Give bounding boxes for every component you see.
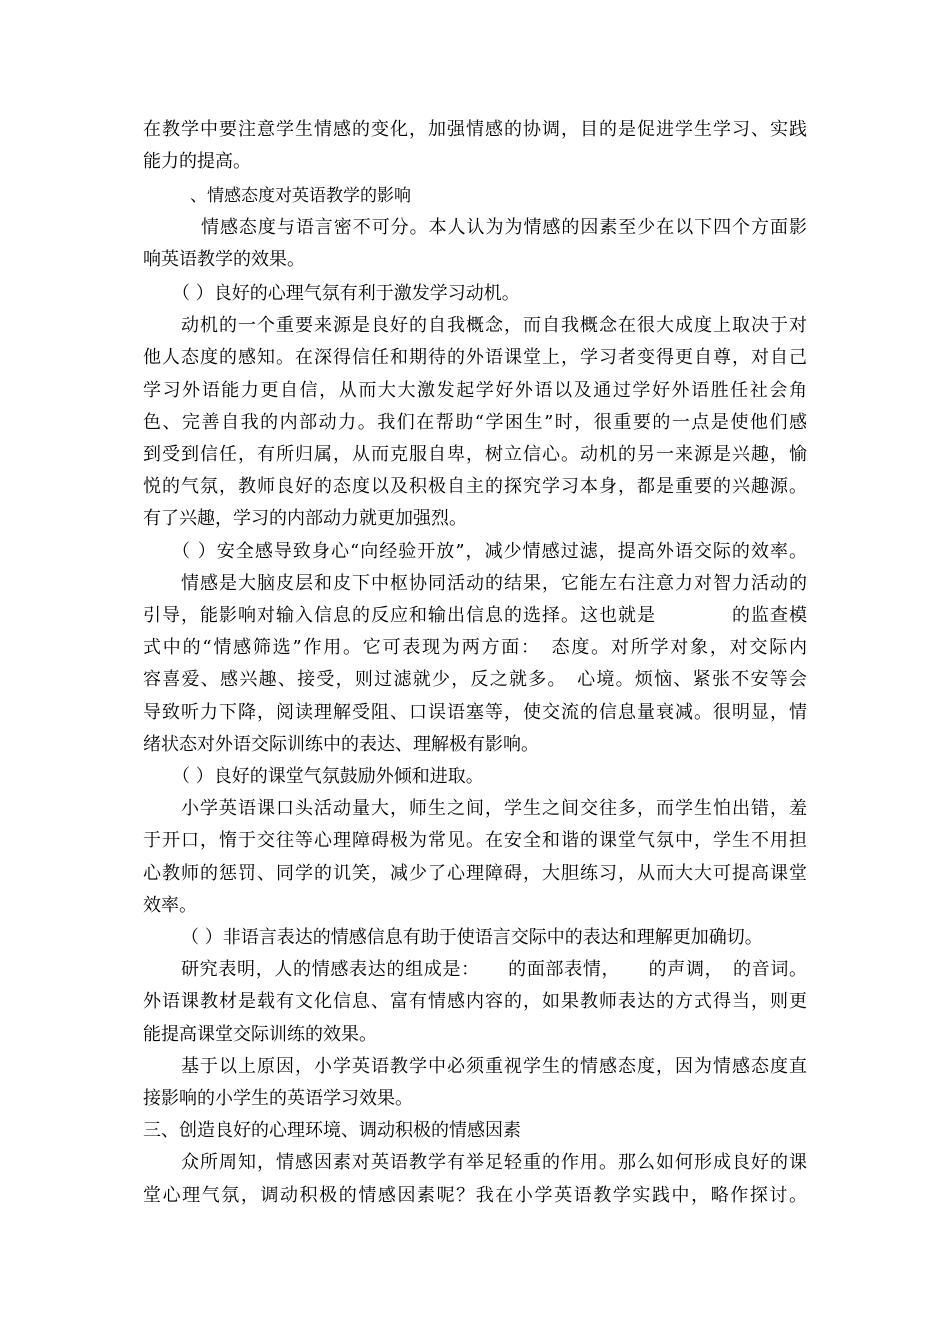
subsection-heading: （ ）良好的课堂气氛鼓励外倾和进取。 (172, 766, 484, 787)
text-line: 动机的一个重要来源是良好的自我概念，而自我概念在很大成度上取决于对 (181, 315, 807, 336)
text-line: 基于以上原因，小学英语教学中必须重视学生的情感态度，因为情感态度直 (181, 1056, 807, 1077)
subsection-heading: （ ）非语言表达的情感信息有助于使语言交际中的表达和理解更加确切。 (181, 927, 763, 948)
text-line: 心教师的惩罚、同学的讥笑，减少了心理障碍，大胆练习，从而大大可提高课堂 (143, 863, 807, 884)
text-line: 引导，能影响对输入信息的反应和输出信息的选择。这也就是 的监查模 (143, 605, 807, 626)
section-heading: 三、创造良好的心理环境、调动积极的情感因素 (143, 1120, 521, 1141)
text-line: 他人态度的感知。在深得信任和期待的外语课堂上，学习者变得更自尊，对自己 (143, 347, 807, 368)
text-line: 悦的气氛，教师良好的态度以及积极自主的探究学习本身，都是重要的兴趣源。 (143, 476, 807, 497)
text-line: 效率。 (143, 895, 197, 916)
text-line: 到受到信任，有所归属，从而克服自卑，树立信心。动机的另一来源是兴趣，愉 (143, 444, 807, 465)
text-line: 外语课教材是载有文化信息、富有情感内容的，如果教师表达的方式得当，则更 (143, 991, 807, 1012)
text-line: 堂心理气氛，调动积极的情感因素呢？我在小学英语教学实践中，略作探讨。 (143, 1185, 807, 1206)
text-line: 绪状态对外语交际训练中的表达、理解极有影响。 (143, 734, 539, 755)
text-line: 在教学中要注意学生情感的变化，加强情感的协调，目的是促进学生学习、实践 (143, 119, 807, 140)
text-line: 色、完善自我的内部动力。我们在帮助“学困生”时，很重要的一点是使他们感 (143, 412, 807, 433)
text-line: 研究表明，人的情感表达的组成是： 的面部表情， 的声调， 的音词。 (181, 959, 807, 980)
text-line: 容喜爱、感兴趣、接受，则过滤就少，反之就多。 心境。烦恼、紧张不安等会 (143, 669, 807, 690)
text-line: 小学英语课口头活动量大，师生之间，学生之间交往多，而学生怕出错，羞 (181, 798, 807, 819)
text-line: 能提高课堂交际训练的效果。 (143, 1024, 377, 1045)
text-line: 导致听力下降，阅读理解受阻、口误语塞等，使交流的信息量衰减。很明显，情 (143, 702, 807, 723)
text-line: 学习外语能力更自信，从而大大激发起学好外语以及通过学好外语胜任社会角 (143, 380, 807, 401)
subsection-heading: （ ）良好的心理气氛有利于激发学习动机。 (172, 283, 520, 304)
text-line: 众所周知，情感因素对英语教学有举足轻重的作用。那么如何形成良好的课 (181, 1152, 807, 1173)
text-line: 式中的“情感筛选”作用。它可表现为两方面： 态度。对所学对象，对交际内 (143, 637, 807, 658)
text-line: 响英语教学的效果。 (143, 249, 305, 270)
section-heading: 、情感态度对英语教学的影响 (190, 186, 411, 206)
text-line: 情感态度与语言密不可分。本人认为为情感的因素至少在以下四个方面影 (201, 217, 807, 238)
text-line: 接影响的小学生的英语学习效果。 (143, 1088, 413, 1109)
text-line: 于开口，惰于交往等心理障碍极为常见。在安全和谐的课堂气氛中，学生不用担 (143, 830, 807, 851)
subsection-heading: （ ）安全感导致身心“向经验开放”，减少情感过滤，提高外语交际的效率。 (172, 541, 807, 562)
text-line: 能力的提高。 (143, 151, 251, 172)
text-line: 情感是大脑皮层和皮下中枢协同活动的结果，它能左右注意力对智力活动的 (181, 573, 807, 594)
text-line: 有了兴趣，学习的内部动力就更加强烈。 (143, 508, 467, 529)
